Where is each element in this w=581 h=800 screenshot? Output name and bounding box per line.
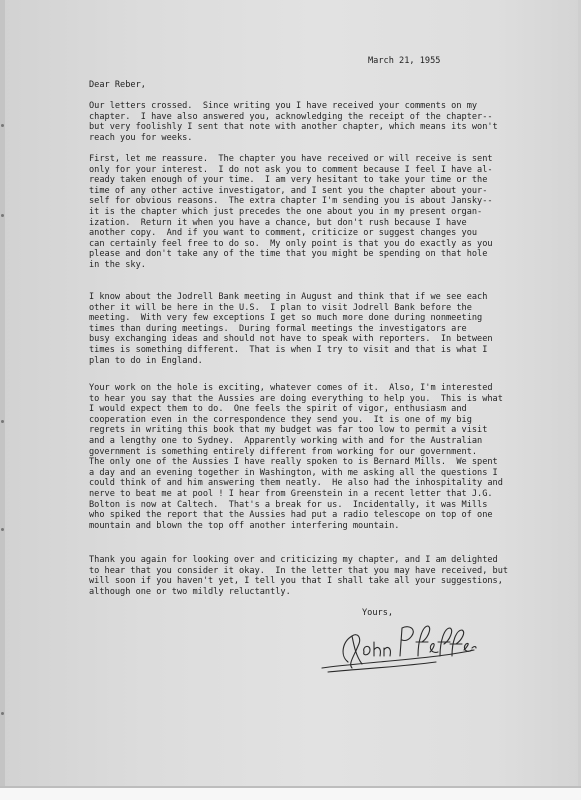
scan-speck bbox=[1, 124, 4, 127]
scan-left-edge bbox=[0, 0, 5, 786]
letter-date: March 21, 1955 bbox=[368, 56, 441, 66]
scan-speck bbox=[1, 712, 4, 715]
letter-salutation: Dear Reber, bbox=[89, 80, 146, 90]
letter-paragraph-2: First, let me reassure. The chapter you have received or will receive is sent only for your interest. I do not ask you to comment because I feel I have al- ready taken enough of your time. I am very hesitant to take your time or the time of any other active investigator, and I sent you the chapter about your- self for obvious reasons. The extra chapter I'm sending you is about Jansky-- it is the chapter which just precedes the one about you in my present organ- ization. Return it when you have a chance, but don't rush because I have another copy. And if you want to comment, criticize or suggest changes you can certainly feel free to do so. My only point is that you do exactly as you please and don't take any of the time that you might be spending on that hole in the sky. bbox=[89, 154, 493, 270]
scan-bottom-margin bbox=[0, 786, 581, 800]
handwritten-signature-icon bbox=[318, 612, 478, 682]
letter-paragraph-4: Your work on the hole is exciting, whatever comes of it. Also, I'm interested to hear you say that the Aussies are doing everything to help you. This is what I would expect them to do. One feels the spirit of vigor, enthusiasm and cooperation even in the correspondence they send you. It is one of my big regrets in writing this book that my budget was far too low to permit a visit and a lengthy one to Sydney. Apparently working with and for the Australian government is something entirely different from working for our government. The only one of the Aussies I have really spoken to is Bernard Mills. We spent a day and an evening together in Washington, with me asking all the questions I could think of and him answering them neatly. He also had the inhospitality and nerve to beat me at pool ! I hear from Greenstein in a recent letter that J.G. Bolton is now at Caltech. That's a break for us. Incidentally, it was Mills who spiked the report that the Aussies had put a radio telescope on top of one mountain and blown the top off another interfering mountain. bbox=[89, 383, 503, 531]
letter-closing: Yours, bbox=[362, 608, 394, 618]
scan-speck bbox=[1, 214, 4, 217]
letter-paragraph-1: Our letters crossed. Since writing you I have received your comments on my chapter. I have also answered you, acknowledging the receipt of the chapter-- but very foolishly I sent that note with another chapter, which means its won't reach you for weeks. bbox=[89, 101, 498, 143]
letter-paragraph-3: I know about the Jodrell Bank meeting in August and think that if we see each other it will be here in the U.S. I plan to visit Jodrell Bank before the meeting. With very few exceptions I get so much more done during nonmeeting times than during meetings. During formal meetings the investigators are busy exchanging ideas and should not have to speak with reporters. In between times is something different. That is when I try to visit and that is what I plan to do in England. bbox=[89, 292, 493, 366]
scan-speck bbox=[1, 420, 4, 423]
letter-paragraph-5: Thank you again for looking over and criticizing my chapter, and I am delighted to hear that you consider it okay. In the letter that you may have received, but will soon if you haven't yet, I tell you that I shall take all your suggestions, although one or two mildly reluctantly. bbox=[89, 555, 509, 597]
scan-speck bbox=[1, 528, 4, 531]
